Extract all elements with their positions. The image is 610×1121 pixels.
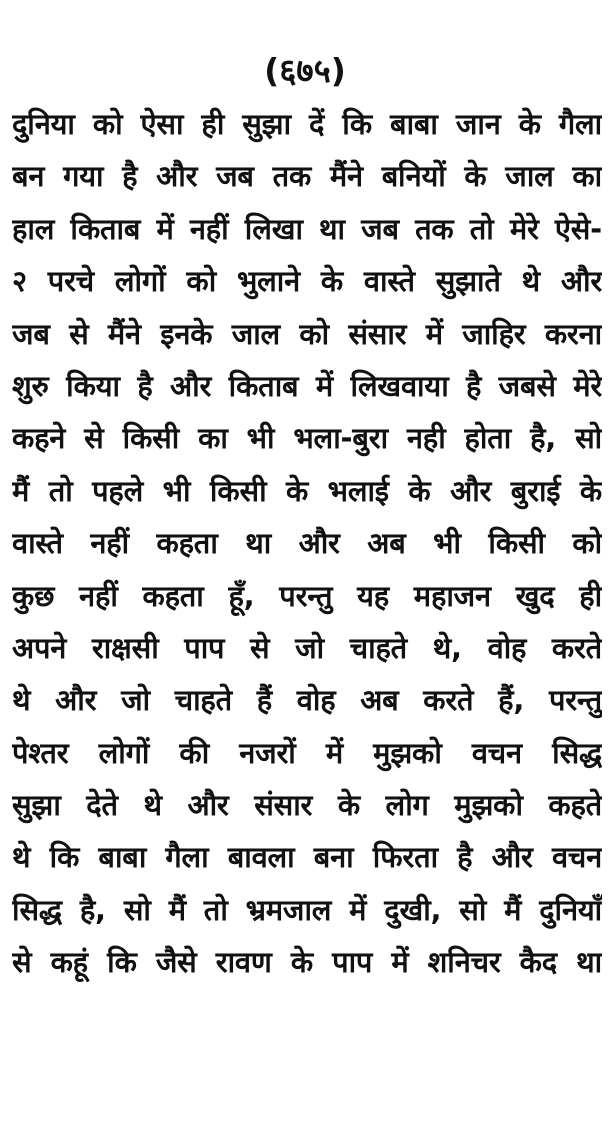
text-line: थे कि बाबा गैला बावला बना फिरता है और वचन — [12, 840, 602, 875]
text-line: थे और जो चाहते हैं वोह अब करते हैं, परन्तु — [12, 683, 602, 718]
text-line: कुछ नहीं कहता हूँ, परन्तु यह महाजन खुद ही — [12, 578, 602, 613]
text-line: जब से मैंने इनके जाल को संसार में जाहिर करना — [12, 316, 602, 351]
text-line: शुरु किया है और किताब में लिखवाया है जबसे मेरे — [12, 368, 602, 403]
text-line: बन गया है और जब तक मैंने बनियों के जाल का — [12, 159, 602, 194]
text-line: वास्ते नहीं कहता था और अब भी किसी को — [12, 526, 602, 561]
text-line: दुनिया को ऐसा ही सुझा दें कि बाबा जान के गैला — [12, 107, 602, 141]
text-line: सुझा देते थे और संसार के लोग मुझको कहते — [12, 788, 602, 823]
text-line: पेश्तर लोगों की नजरों में मुझको वचन सिद्ध — [12, 735, 602, 770]
text-line: हाल किताब में नहीं लिखा था जब तक तो मेरे ऐसे- — [12, 211, 602, 246]
page-number: (६७५) — [264, 51, 346, 90]
text-line: कहने से किसी का भी भला-बुरा नही होता है, सो — [12, 421, 602, 456]
text-line: सिद्ध है, सो मैं तो भ्रमजाल में दुखी, सो मैं दुनियाँ — [12, 892, 602, 927]
page-body-text — [12, 98, 602, 989]
text-line: से कहूं कि जैसे रावण के पाप में शनिचर कैद था — [12, 945, 602, 980]
text-line: अपने राक्षसी पाप से जो चाहते थे, वोह करते — [12, 630, 602, 665]
text-line: २ परचे लोगों को भुलाने के वास्ते सुझाते थे और — [12, 264, 602, 299]
text-line: मैं तो पहले भी किसी के भलाई के और बुराई के — [12, 473, 602, 508]
